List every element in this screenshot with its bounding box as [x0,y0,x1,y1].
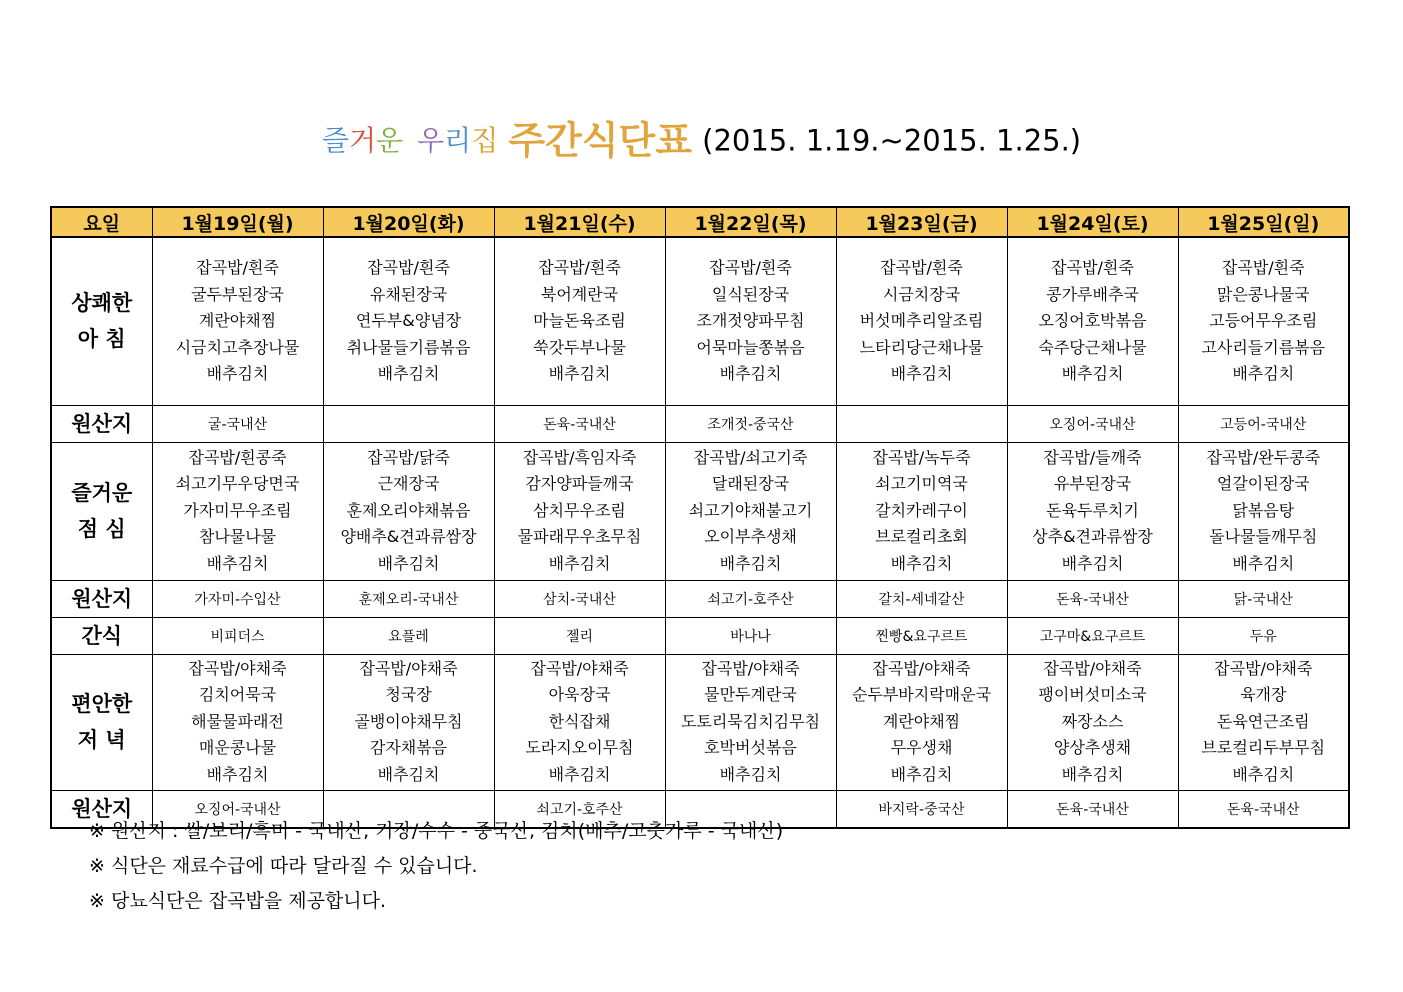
weekly-menu-table [50,206,1350,829]
menu-item: 배추김치 [206,364,269,383]
menu-item: 시금치장국 [882,284,961,304]
menu-item: 배추김치 [719,553,782,573]
menu-item: 배추김치 [548,364,611,383]
menu-item: 배추김치 [1232,364,1295,383]
menu-item: 오징어호박볶음 [1038,311,1147,330]
dinner-cell [1007,654,1178,790]
menu-item: 시금치고추장나물 [175,337,300,357]
lunch-origin-cell: 돈육-국내산 [1007,580,1178,617]
menu-item: 호박버섯볶음 [704,738,797,758]
menu-item: 매운콩나물 [198,738,277,758]
menu-item: 순두부바지락매운국 [851,685,992,705]
dinner-cell [494,654,665,790]
snack-cell: 젤리 [494,617,665,654]
title-weekly-menu: 주간식단표 [508,118,692,163]
menu-item: 배추김치 [548,553,611,573]
menu-item: 오이부추생채 [704,527,797,547]
snack-cell: 찐빵&요구르트 [836,617,1007,654]
title-char: 즐 [321,124,349,157]
dinner-cell [152,654,323,790]
menu-item: 일식된장국 [711,284,790,304]
menu-item: 유채된장국 [369,284,448,304]
menu-item: 잡곡밥/야채죽 [530,658,629,678]
breakfast-cell [323,237,494,405]
title-char: 집 [471,124,499,157]
lunch-label-line: 즐거운 [71,481,133,505]
lunch-cell [323,442,494,580]
notes [89,814,783,919]
header-day: 1월20일(화) [323,207,494,237]
menu-item: 브로컬리초회 [875,527,968,547]
breakfast-label-line: 아 침 [77,327,126,352]
menu-item: 잡곡밥/흰죽 [367,258,450,277]
lunch-origin-cell: 갈치-세네갈산 [836,580,1007,617]
header-day: 1월22일(목) [665,207,836,237]
header-day-label: 요일 [51,207,152,237]
dinner-cell [1178,654,1349,790]
lunch-origin-cell: 훈제오리-국내산 [323,580,494,617]
menu-item: 얼갈이된장국 [1216,474,1310,494]
menu-item: 잡곡밥/야채죽 [188,658,287,678]
menu-item: 잡곡밥/흰죽 [880,258,963,277]
lunch-origin-row [51,580,1349,617]
menu-item: 마늘돈육조림 [533,311,626,330]
breakfast-cell [836,237,1007,405]
page-title [0,112,1403,169]
menu-item: 닭볶음탕 [1232,500,1295,520]
header-day: 1월23일(금) [836,207,1007,237]
menu-item: 도라지오이무침 [525,738,634,758]
menu-item: 해물물파래전 [191,711,284,731]
header-row [51,207,1349,237]
menu-item: 양상추생채 [1053,738,1132,758]
menu-item: 숙주당근채나물 [1038,337,1147,357]
title-date-range: (2015. 1.19.~2015. 1.25.) [702,123,1082,158]
menu-item: 달래된장국 [711,474,790,494]
dinner-label [51,654,152,790]
breakfast-origin-cell: 고등어-국내산 [1178,405,1349,442]
menu-item: 물만두계란국 [704,685,797,705]
dinner-label-line: 저 녁 [77,728,126,752]
menu-item: 돌나물들깨무침 [1209,527,1318,547]
menu-item: 계란야채찜 [198,311,277,330]
title-char: 운 [376,124,404,157]
menu-item: 돈육연근조림 [1216,711,1310,731]
lunch-origin-cell: 가자미-수입산 [152,580,323,617]
menu-item: 잡곡밥/닭죽 [367,447,450,467]
note-menu-change: ※ 식단은 재료수급에 따라 달라질 수 있습니다. [89,855,478,877]
breakfast-origin-cell [836,405,1007,442]
header-day: 1월24일(토) [1007,207,1178,237]
menu-item: 배추김치 [719,364,782,383]
menu-item: 육개장 [1240,685,1287,705]
menu-item: 도토리묵김치김무침 [680,711,821,731]
note-diabetes-menu: ※ 당뇨식단은 잡곡밥을 제공합니다. [89,890,387,912]
menu-item: 배추김치 [377,364,440,383]
menu-item: 배추김치 [890,364,953,383]
lunch-cell [1007,442,1178,580]
menu-item: 잡곡밥/야채죽 [1043,658,1142,678]
menu-item: 양배추&견과류쌈장 [340,527,477,547]
breakfast-cell [665,237,836,405]
dinner-origin-cell: 바지락-중국산 [836,790,1007,828]
menu-item: 청국장 [385,685,432,705]
header-day: 1월19일(월) [152,207,323,237]
menu-item: 잡곡밥/흑임자죽 [522,447,637,467]
lunch-cell [836,442,1007,580]
menu-item: 쇠고기미역국 [875,474,968,494]
menu-item: 무우생채 [890,738,953,758]
menu-item: 배추김치 [719,764,782,784]
menu-item: 아욱장국 [548,685,611,705]
menu-item: 잡곡밥/완두콩죽 [1206,447,1321,467]
menu-item: 가자미무우조림 [183,500,292,520]
menu-item: 훈제오리야채볶음 [346,500,471,520]
menu-item: 배추김치 [1232,764,1295,784]
breakfast-origin-cell [323,405,494,442]
dinner-origin-label: 원산지 [51,790,152,828]
menu-item: 잡곡밥/흰죽 [538,258,621,277]
menu-item: 참나물나물 [198,527,277,547]
snack-label: 간식 [51,617,152,654]
menu-item: 브로컬리두부무침 [1201,738,1326,758]
menu-item: 북어계란국 [540,284,619,304]
menu-item: 잡곡밥/녹두죽 [872,447,971,467]
menu-item: 배추김치 [1061,364,1124,383]
snack-cell: 요플레 [323,617,494,654]
title-char: 거 [348,124,376,157]
snack-cell: 고구마&요구르트 [1007,617,1178,654]
menu-item: 고등어무우조림 [1209,311,1318,330]
menu-item: 굴두부된장국 [191,284,284,304]
menu-item: 쑥갓두부나물 [533,337,626,357]
lunch-origin-cell: 닭-국내산 [1178,580,1349,617]
menu-item: 골뱅이야채무침 [354,711,463,731]
menu-item: 갈치카레구이 [875,500,968,520]
title-home-name [322,123,498,156]
dinner-label-line: 편안한 [71,692,133,716]
title-char: 우 [417,124,445,157]
breakfast-origin-cell: 조개젓-중국산 [665,405,836,442]
menu-item: 잡곡밥/흰죽 [1051,258,1134,277]
menu-item: 잡곡밥/흰죽 [196,258,279,277]
menu-item: 잡곡밥/야채죽 [872,658,971,678]
note-origin: ※ 원산지 : 쌀/보리/흑미 - 국내산, 기장/수수 - 중국산, 김치(배추/고춧가루 - 국내산) [89,820,784,842]
breakfast-origin-cell: 돈육-국내산 [494,405,665,442]
menu-item: 상추&견과류쌈장 [1032,527,1153,547]
menu-item: 배추김치 [1061,764,1124,784]
menu-item: 잡곡밥/들깨죽 [1043,447,1142,467]
dinner-cell [665,654,836,790]
lunch-cell [494,442,665,580]
menu-item: 어묵마늘쫑볶음 [696,337,805,357]
menu-item: 감자채볶음 [369,738,448,758]
menu-item: 배추김치 [1061,553,1124,573]
breakfast-cell [494,237,665,405]
header-day: 1월21일(수) [494,207,665,237]
dinner-row [51,654,1349,790]
lunch-origin-cell: 쇠고기-호주산 [665,580,836,617]
menu-item: 삼치무우조림 [533,500,626,520]
menu-item: 팽이버섯미소국 [1038,685,1147,705]
breakfast-label [51,237,152,405]
menu-item: 쇠고기야채불고기 [688,500,813,520]
snack-cell: 바나나 [665,617,836,654]
snack-cell: 비피더스 [152,617,323,654]
menu-item: 잡곡밥/야채죽 [359,658,458,678]
lunch-row [51,442,1349,580]
menu-item: 배추김치 [206,553,269,573]
breakfast-origin-cell: 굴-국내산 [152,405,323,442]
menu-item: 배추김치 [206,764,269,784]
dinner-origin-cell: 돈육-국내산 [1007,790,1178,828]
menu-item: 돈육두루치기 [1046,500,1139,520]
menu-item: 유부된장국 [1053,474,1132,494]
lunch-cell [665,442,836,580]
menu-item: 짜장소스 [1061,711,1124,731]
snack-cell: 두유 [1178,617,1349,654]
breakfast-cell [1178,237,1349,405]
breakfast-origin-row [51,405,1349,442]
menu-item: 한식잡채 [548,711,611,731]
menu-item: 잡곡밥/야채죽 [1214,658,1313,678]
menu-item: 콩가루배추국 [1046,284,1139,304]
breakfast-cell [152,237,323,405]
breakfast-row [51,237,1349,405]
lunch-origin-cell: 삼치-국내산 [494,580,665,617]
menu-item: 버섯메추리알조림 [859,311,984,330]
menu-item: 배추김치 [1232,553,1295,573]
menu-item: 잡곡밥/흰죽 [1221,258,1305,277]
dinner-cell [836,654,1007,790]
lunch-label-line: 점 심 [77,517,126,541]
menu-item: 배추김치 [377,553,440,573]
breakfast-cell [1007,237,1178,405]
menu-item: 감자양파들깨국 [525,474,634,494]
menu-item: 배추김치 [890,764,953,784]
menu-item: 느타리당근채나물 [859,337,984,357]
header-day: 1월25일(일) [1178,207,1349,237]
menu-item: 쇠고기무우당면국 [175,474,300,494]
breakfast-origin-cell: 오징어-국내산 [1007,405,1178,442]
dinner-origin-cell: 돈육-국내산 [1178,790,1349,828]
menu-item: 배추김치 [377,764,440,784]
breakfast-origin-label: 원산지 [51,405,152,442]
breakfast-label-line: 상쾌한 [71,291,133,316]
menu-item: 맑은콩나물국 [1216,284,1310,304]
menu-item: 조개젓양파무침 [696,311,805,330]
snack-row [51,617,1349,654]
dinner-origin-cell: 쇠고기-호주산 [494,790,665,828]
lunch-cell [152,442,323,580]
dinner-origin-cell: 오징어-국내산 [152,790,323,828]
menu-item: 고사리들기름볶음 [1201,337,1326,357]
menu-item: 취나물들기름볶음 [346,337,471,357]
menu-item: 잡곡밥/쇠고기죽 [693,447,808,467]
lunch-origin-label: 원산지 [51,580,152,617]
menu-item: 배추김치 [548,764,611,784]
menu-item: 김치어묵국 [198,685,277,705]
menu-item: 잡곡밥/야채죽 [701,658,800,678]
menu-item: 물파래무우초무침 [517,527,642,547]
menu-item: 연두부&양념장 [355,311,462,330]
menu-item: 잡곡밥/흰콩죽 [188,447,287,467]
lunch-cell [1178,442,1349,580]
lunch-label [51,442,152,580]
menu-item: 근재장국 [377,474,440,494]
dinner-cell [323,654,494,790]
menu-item: 잡곡밥/흰죽 [709,258,792,277]
menu-item: 계란야채찜 [882,711,961,731]
menu-item: 배추김치 [890,553,953,573]
title-char: 리 [444,124,472,157]
